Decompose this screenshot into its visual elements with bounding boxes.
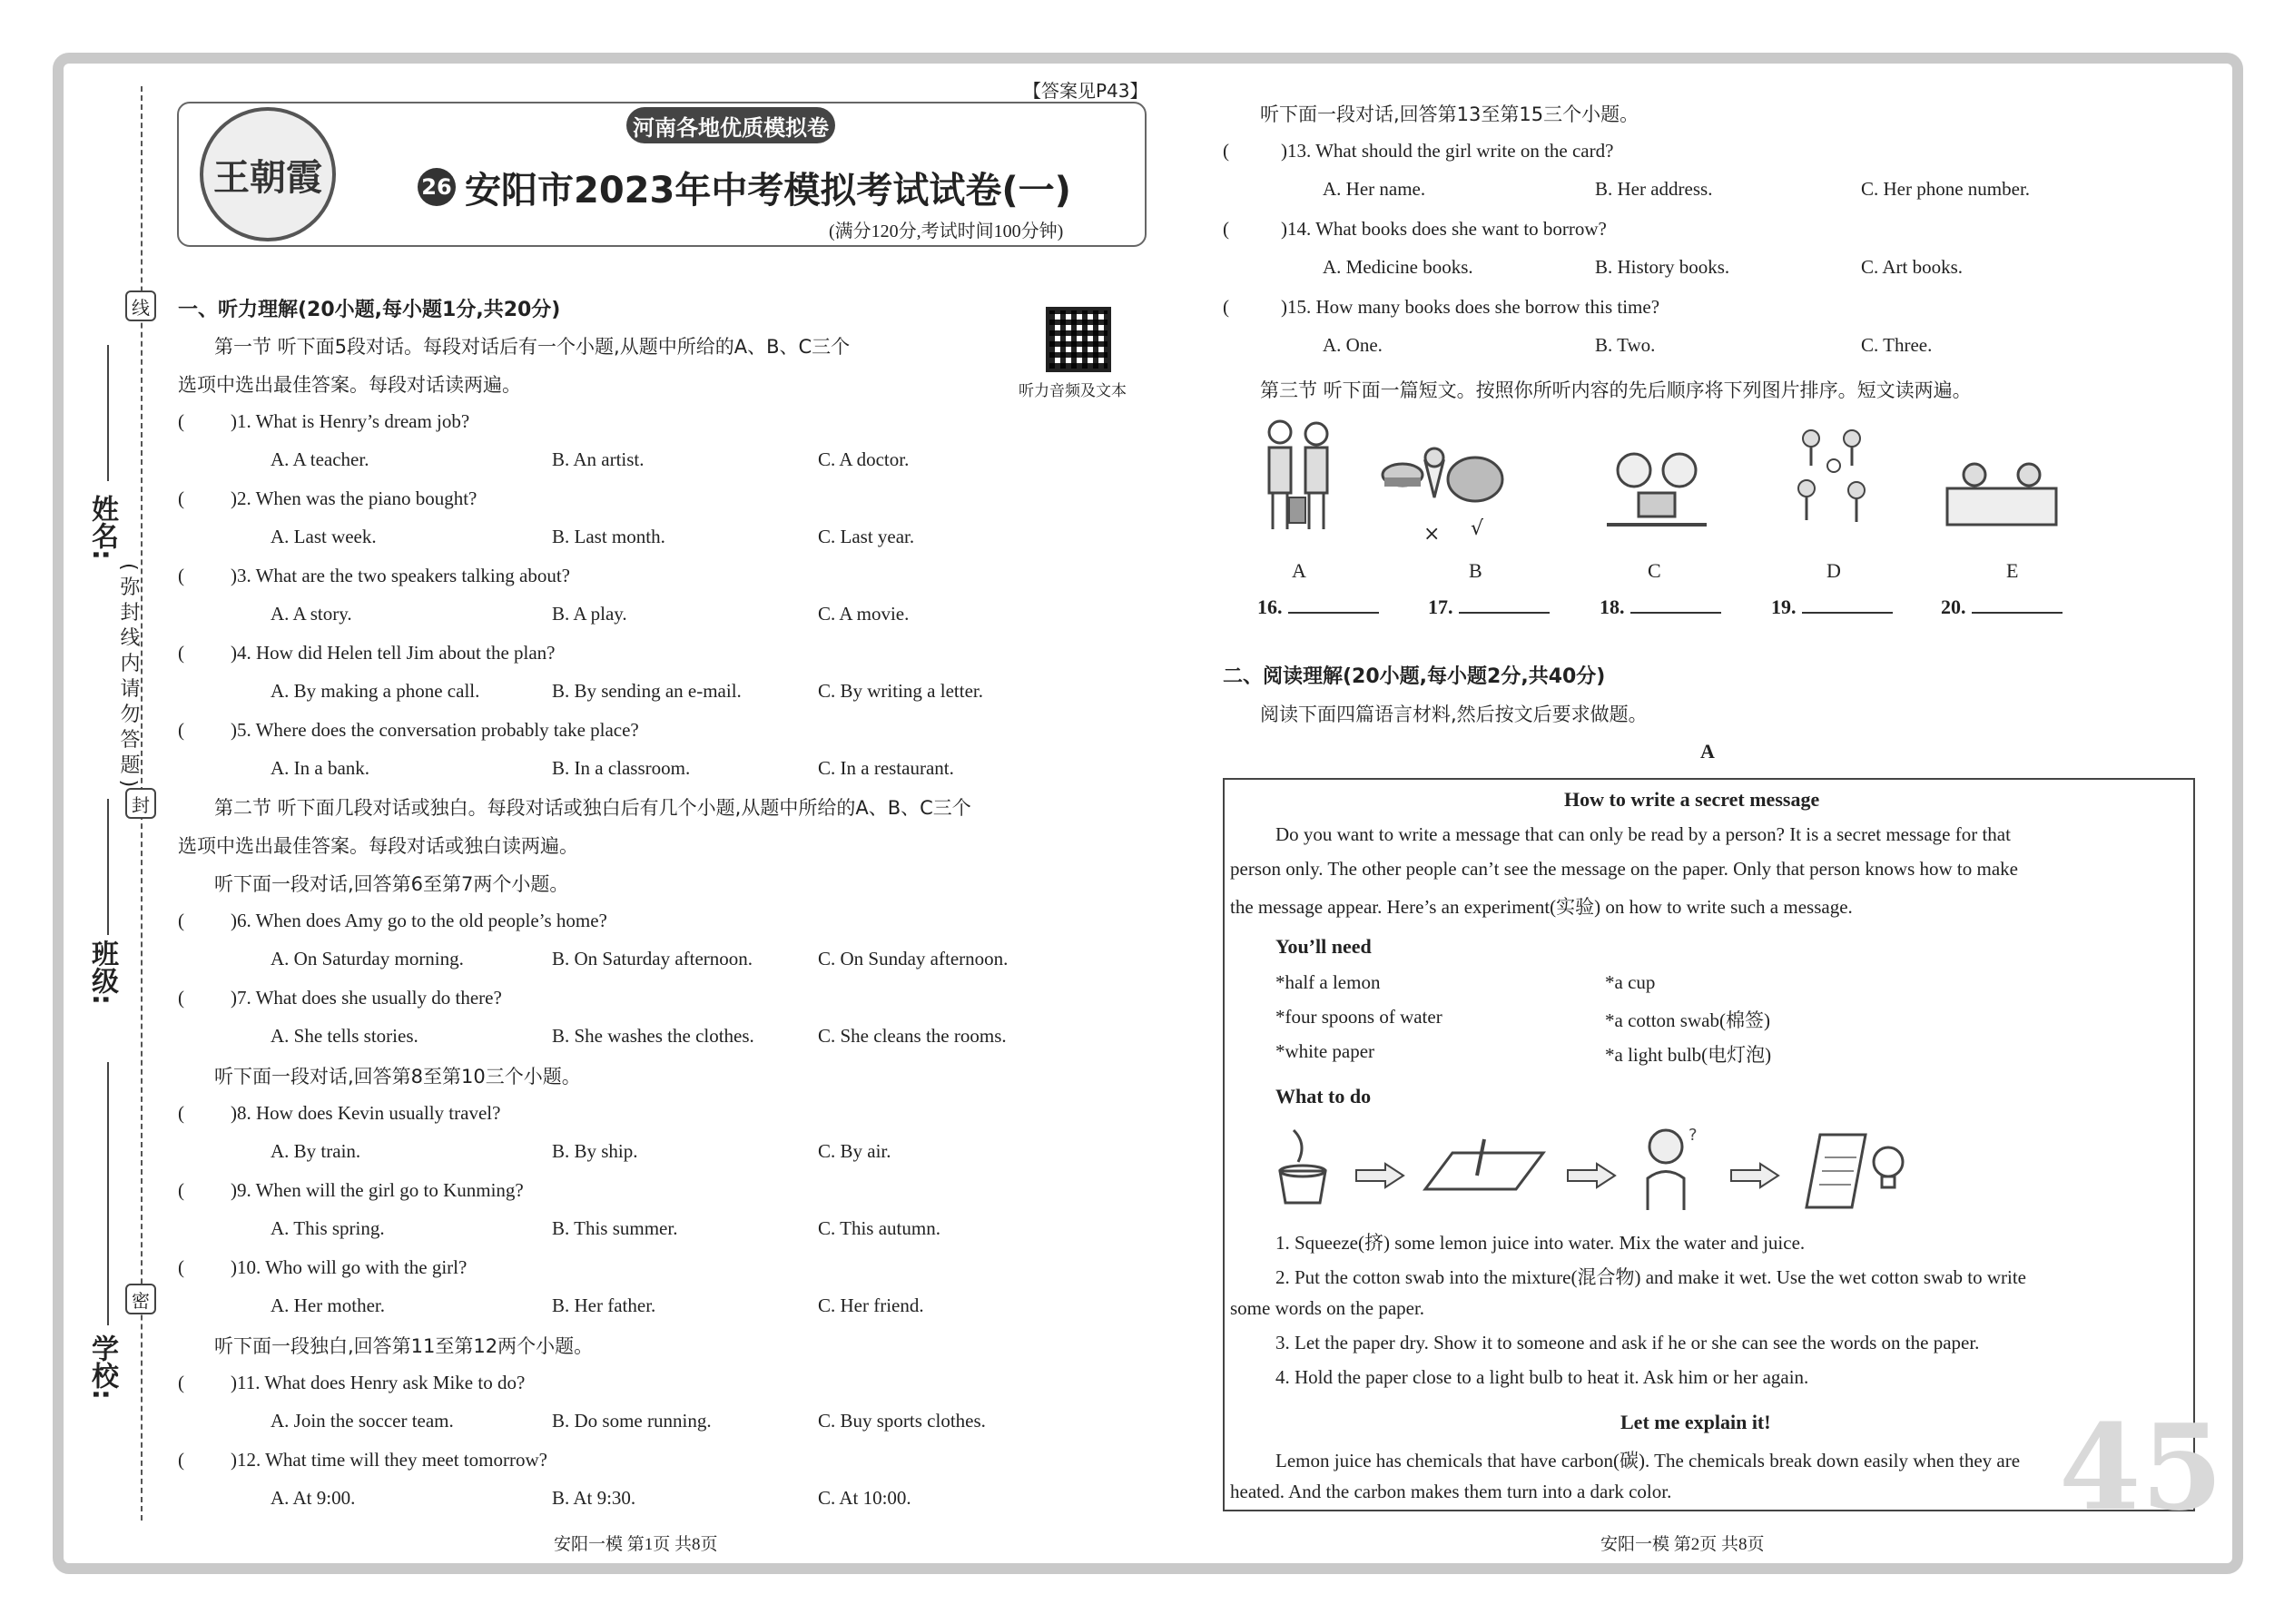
option-11-a: A. Join the soccer team. <box>271 1410 454 1432</box>
option-9-a: A. This spring. <box>271 1217 385 1239</box>
option-9-c: C. This autumn. <box>818 1217 940 1239</box>
option-9-b: B. This summer. <box>552 1217 678 1239</box>
answer-bracket-12[interactable]: ( <box>178 1449 184 1471</box>
question-7: )7. What does she usually do there? <box>231 987 502 1009</box>
picture-d <box>1779 416 1888 534</box>
reading-kids-illustration-icon <box>1598 443 1716 534</box>
page-number: 45 <box>2059 1398 2223 1537</box>
paper-bulb-illustration-icon <box>1797 1126 1915 1216</box>
option-4-a: A. By making a phone call. <box>271 680 480 702</box>
question-8: )8. How does Kevin usually travel? <box>231 1102 501 1124</box>
option-8-c: C. By air. <box>818 1140 891 1162</box>
footer-right: 安阳一模 第2页 共8页 <box>1600 1535 1765 1554</box>
part1-intro-2: 选项中选出最佳答案。每段对话读两遍。 <box>178 374 521 396</box>
picture-label-b: B <box>1469 559 1482 582</box>
binding-mark-3: 密 <box>125 1284 156 1314</box>
answer-bracket-15[interactable]: ( <box>1223 296 1229 318</box>
option-10-b: B. Her father. <box>552 1294 656 1316</box>
answer-blank-20[interactable] <box>1941 595 2063 619</box>
answer-bracket-11[interactable]: ( <box>178 1372 184 1393</box>
question-12: )12. What time will they meet tomorrow? <box>231 1449 547 1471</box>
blank-number-17: 17. <box>1428 595 1453 618</box>
option-7-a: A. She tells stories. <box>271 1025 418 1047</box>
question-5: )5. Where does the conversation probably take place? <box>231 719 639 741</box>
step-2-line1: 2. Put the cotton swab into the mixture(混合物) and make it wet. Use the wet cotton swab to write <box>1275 1266 2026 1288</box>
class-field-line <box>107 799 109 935</box>
option-6-a: A. On Saturday morning. <box>271 948 464 969</box>
arrow-right-icon <box>1729 1162 1780 1189</box>
part3-intro: 第三节 听下面一篇短文。按照你所听内容的先后顺序将下列图片排序。短文读两遍。 <box>1260 379 1972 401</box>
question-2: )2. When was the piano bought? <box>231 487 478 509</box>
answer-bracket-4[interactable]: ( <box>178 642 184 664</box>
step-3: 3. Let the paper dry. Show it to someone and ask if he or she can see the words on the paper. <box>1275 1332 1980 1353</box>
option-8-b: B. By ship. <box>552 1140 638 1162</box>
option-5-c: C. In a restaurant. <box>818 757 954 779</box>
arrow-right-icon <box>1354 1162 1405 1189</box>
pre-11-12: 听下面一段独白,回答第11至第12两个小题。 <box>214 1335 594 1357</box>
passage-para1-line2: person only. The other people can’t see the message on the paper. Only that person knows how to make <box>1230 858 2018 880</box>
option-5-b: B. In a classroom. <box>552 757 691 779</box>
name-label: 姓名: <box>86 495 118 560</box>
passage-label: A <box>1700 740 1715 763</box>
option-15-c: C. Three. <box>1861 334 1933 356</box>
option-3-c: C. A movie. <box>818 603 910 625</box>
option-12-a: A. At 9:00. <box>271 1487 356 1509</box>
school-field-line <box>107 1062 109 1325</box>
picture-label-a: A <box>1292 559 1306 582</box>
answer-bracket-13[interactable]: ( <box>1223 140 1229 162</box>
school-label: 学校: <box>86 1334 118 1400</box>
question-14: )14. What books does she want to borrow? <box>1281 218 1607 240</box>
cup-illustration-icon <box>1271 1121 1334 1212</box>
blank-number-16: 16. <box>1257 595 1283 618</box>
footer-left: 安阳一模 第1页 共8页 <box>554 1535 718 1554</box>
answer-blank-17[interactable] <box>1428 595 1550 619</box>
question-1: )1. What is Henry’s dream job? <box>231 410 470 432</box>
answer-bracket-3[interactable]: ( <box>178 565 184 586</box>
series-badge: 河南各地优质模拟卷 <box>626 107 835 143</box>
picture-label-c: C <box>1648 559 1661 582</box>
mark-cross: × <box>1423 523 1441 546</box>
need-item-5: *a cotton swab(棉签) <box>1605 1009 1770 1031</box>
option-12-b: B. At 9:30. <box>552 1487 636 1509</box>
reading-intro: 阅读下面四篇语言材料,然后按文后要求做题。 <box>1260 704 1648 725</box>
question-13: )13. What should the girl write on the card? <box>1281 140 1614 162</box>
page-subtitle: (满分120分,考试时间100分钟) <box>829 221 1064 241</box>
question-11: )11. What does Henry ask Mike to do? <box>231 1372 526 1393</box>
sports-kids-illustration-icon <box>1784 425 1884 534</box>
option-14-b: B. History books. <box>1595 256 1730 278</box>
option-4-b: B. By sending an e-mail. <box>552 680 742 702</box>
paper-number: 26 <box>418 168 456 206</box>
travelers-illustration-icon <box>1253 416 1344 534</box>
part1-intro-1: 第一节 听下面5段对话。每段对话后有一个小题,从题中所给的A、B、C三个 <box>214 336 851 358</box>
passage-para1-line3: the message appear. Here’s an experiment(实验) on how to write such a message. <box>1230 896 1853 918</box>
qr-code-icon[interactable] <box>1046 307 1111 372</box>
binding-note: (弥封线内请勿答题) <box>117 563 140 793</box>
reading-passage-box <box>1223 778 2195 1511</box>
option-6-b: B. On Saturday afternoon. <box>552 948 753 969</box>
answer-bracket-8[interactable]: ( <box>178 1102 184 1124</box>
answer-bracket-5[interactable]: ( <box>178 719 184 741</box>
listening-title: 一、听力理解(20小题,每小题1分,共20分) <box>178 299 561 321</box>
pre-8-10: 听下面一段对话,回答第8至第10三个小题。 <box>214 1066 581 1088</box>
food-illustration-icon <box>1380 434 1507 534</box>
option-15-a: A. One. <box>1323 334 1383 356</box>
blank-number-19: 19. <box>1771 595 1797 618</box>
option-14-c: C. Art books. <box>1861 256 1964 278</box>
option-13-a: A. Her name. <box>1323 178 1426 200</box>
option-11-b: B. Do some running. <box>552 1410 712 1432</box>
question-4: )4. How did Helen tell Jim about the plan? <box>231 642 556 664</box>
option-7-b: B. She washes the clothes. <box>552 1025 754 1047</box>
option-6-c: C. On Sunday afternoon. <box>818 948 1009 969</box>
option-1-c: C. A doctor. <box>818 448 910 470</box>
binding-mark-1: 线 <box>125 290 156 321</box>
answer-bracket-2[interactable]: ( <box>178 487 184 509</box>
need-title: You’ll need <box>1275 935 1372 958</box>
answer-bracket-6[interactable]: ( <box>178 910 184 931</box>
part2-intro-1: 第二节 听下面几段对话或独白。每段对话或独白后有几个小题,从题中所给的A、B、C三个 <box>214 797 971 819</box>
picture-label-e: E <box>2006 559 2019 582</box>
explain-line2: heated. And the carbon makes them turn into a dark color. <box>1230 1481 1672 1502</box>
picture-c <box>1593 416 1720 534</box>
need-item-3: *white paper <box>1275 1040 1375 1062</box>
option-10-c: C. Her friend. <box>818 1294 924 1316</box>
option-3-a: A. A story. <box>271 603 352 625</box>
todo-title: What to do <box>1275 1085 1372 1107</box>
answer-blank-16[interactable] <box>1257 595 1379 619</box>
option-4-c: C. By writing a letter. <box>818 680 983 702</box>
part2-intro-2: 选项中选出最佳答案。每段对话或独白读两遍。 <box>178 835 578 857</box>
question-9: )9. When will the girl go to Kunming? <box>231 1179 524 1201</box>
reading-title: 二、阅读理解(20小题,每小题2分,共40分) <box>1223 665 1606 688</box>
option-2-a: A. Last week. <box>271 526 377 547</box>
answer-bracket-14[interactable]: ( <box>1223 218 1229 240</box>
qr-label: 听力音频及文本 <box>1019 382 1127 400</box>
option-7-c: C. She cleans the rooms. <box>818 1025 1007 1047</box>
picture-e <box>1938 416 2065 534</box>
logo <box>200 107 336 241</box>
need-item-1: *half a lemon <box>1275 971 1381 993</box>
need-item-4: *a cup <box>1605 971 1656 993</box>
option-11-c: C. Buy sports clothes. <box>818 1410 986 1432</box>
picture-label-d: D <box>1826 559 1841 582</box>
option-5-a: A. In a bank. <box>271 757 370 779</box>
class-label: 班级: <box>86 940 118 1005</box>
picture-a <box>1248 416 1348 534</box>
question-6: )6. When does Amy go to the old people’s home? <box>231 910 607 931</box>
need-item-6: *a light bulb(电灯泡) <box>1605 1044 1772 1066</box>
question-10: )10. Who will go with the girl? <box>231 1256 468 1278</box>
answer-reference: 【答案见P43】 <box>1023 80 1148 102</box>
pre-13-15: 听下面一段对话,回答第13至第15三个小题。 <box>1260 103 1639 125</box>
need-item-2: *four spoons of water <box>1275 1006 1442 1028</box>
option-12-c: C. At 10:00. <box>818 1487 911 1509</box>
answer-bracket-1[interactable]: ( <box>178 410 184 432</box>
binding-mark-2: 封 <box>125 788 156 819</box>
logo-text: 王朝霞 <box>213 155 322 199</box>
answer-bracket-7[interactable]: ( <box>178 987 184 1009</box>
option-14-a: A. Medicine books. <box>1323 256 1473 278</box>
blank-number-20: 20. <box>1941 595 1966 618</box>
option-8-a: A. By train. <box>271 1140 361 1162</box>
paper-writing-illustration-icon <box>1421 1135 1548 1198</box>
name-field-line <box>107 345 109 481</box>
passage-title: How to write a secret message <box>1564 788 1820 811</box>
question-3: )3. What are the two speakers talking about? <box>231 565 570 586</box>
picture-b <box>1380 416 1507 534</box>
blank-number-18: 18. <box>1600 595 1625 618</box>
option-3-b: B. A play. <box>552 603 627 625</box>
option-13-b: B. Her address. <box>1595 178 1713 200</box>
explain-title: Let me explain it! <box>1620 1411 1771 1433</box>
option-1-b: B. An artist. <box>552 448 645 470</box>
mark-check: √ <box>1471 517 1484 540</box>
question-15: )15. How many books does she borrow this time? <box>1281 296 1660 318</box>
step-1: 1. Squeeze(挤) some lemon juice into water. Mix the water and juice. <box>1275 1232 1806 1254</box>
answer-blank-18[interactable] <box>1600 595 1721 619</box>
passage-para1-line1: Do you want to write a message that can only be read by a person? It is a secret message for that <box>1275 823 2011 845</box>
pre-6-7: 听下面一段对话,回答第6至第7两个小题。 <box>214 873 569 895</box>
explain-line1: Lemon juice has chemicals that have carbon(碳). The chemicals break down easily when they are <box>1275 1450 2021 1471</box>
step-4: 4. Hold the paper close to a light bulb to heat it. Ask him or her again. <box>1275 1366 1809 1388</box>
answer-bracket-10[interactable]: ( <box>178 1256 184 1278</box>
option-15-b: B. Two. <box>1595 334 1656 356</box>
svg-text:?: ? <box>1689 1126 1698 1145</box>
option-10-a: A. Her mother. <box>271 1294 385 1316</box>
page-title: 安阳市2023年中考模拟考试试卷(一) <box>465 170 1071 212</box>
option-1-a: A. A teacher. <box>271 448 369 470</box>
option-13-c: C. Her phone number. <box>1861 178 2031 200</box>
option-2-b: B. Last month. <box>552 526 665 547</box>
kids-cleaning-illustration-icon <box>1938 452 2065 534</box>
answer-bracket-9[interactable]: ( <box>178 1179 184 1201</box>
arrow-right-icon <box>1566 1162 1617 1189</box>
option-2-c: C. Last year. <box>818 526 915 547</box>
answer-blank-19[interactable] <box>1771 595 1893 619</box>
step-2-line2: some words on the paper. <box>1230 1297 1425 1319</box>
boy-question-illustration-icon <box>1634 1124 1707 1215</box>
